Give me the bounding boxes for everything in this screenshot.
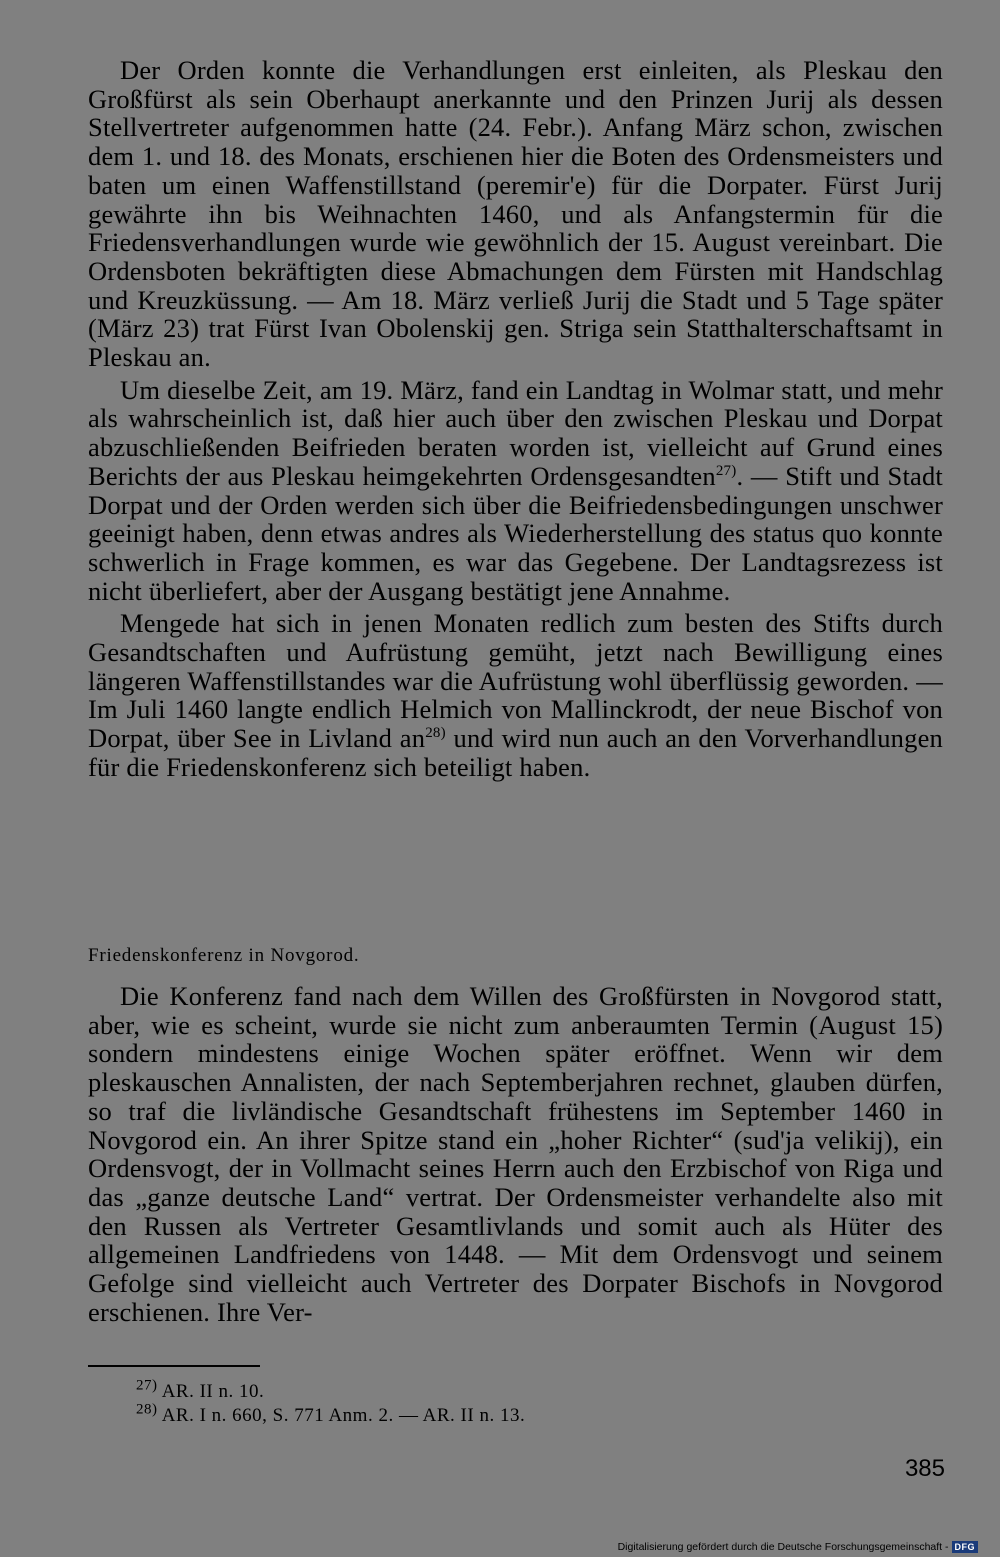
dfg-logo: DFG bbox=[952, 1541, 979, 1553]
footnote-reference: 28) bbox=[425, 725, 446, 742]
footnote-mark: 28) bbox=[136, 1401, 158, 1418]
footnote-mark: 27) bbox=[136, 1377, 158, 1394]
page-number: 385 bbox=[904, 1455, 945, 1482]
section-text-block bbox=[88, 982, 943, 1326]
paragraph: Der Orden konnte die Verhandlungen erst einleiten, als Pleskau den Großfürst als sein Oberhaupt anerkannte und den Prinzen Jurij als dessen Stellvertreter aufgenommen hatte (24. Febr.). Anfang März schon, zwischen dem 1. und 18. des Monats, erschienen hier die Boten des Ordensmeisters und baten um einen Waffenstillstand (peremir'e) für die Dorpater. Fürst Jurij gewährte ihn bis Weihnachten 1460, und als Anfangstermin für die Friedensverhandlungen wurde wie gewöhnlich der 15. August vereinbart. Die Ordensboten bekräftigten diese Abmachungen dem Fürsten mit Handschlag und Kreuzküssung. — Am 18. März verließ Jurij die Stadt und 5 Tage später (März 23) trat Fürst Ivan Obolenskij gen. Striga sein Statthalterschaftsamt in Pleskau an. bbox=[88, 55, 943, 373]
credit-text: Digitalisierung gefördert durch die Deutsche Forschungsgemeinschaft - bbox=[617, 1541, 949, 1553]
footnote-reference: 27) bbox=[715, 463, 737, 480]
footnotes bbox=[136, 1377, 526, 1428]
footnote-text: AR. II n. 10. bbox=[161, 1381, 265, 1402]
main-text-block bbox=[88, 56, 943, 782]
digitization-credit bbox=[618, 1541, 978, 1553]
footnote bbox=[136, 1377, 525, 1404]
footnote-divider bbox=[88, 1365, 260, 1367]
paragraph-text: Um dieselbe Zeit, am 19. März, fand ein Landtag in Wolmar statt, und mehr als wahrscheinlich ist, daß hier auch über den zwischen Pleskau und Dorpat abzuschließenden Beifrieden beraten worden ist, vielleicht auf Grund eines Berichts der aus Pleskau heimgekehrten Ordensgesandten bbox=[88, 374, 943, 491]
paragraph: Die Konferenz fand nach dem Willen des Großfürsten in Novgorod statt, aber, wie es scheint, wurde sie nicht zum anberaumten Termin (August 15) sondern mindestens einige Wochen später eröffnet. Wenn wir dem pleskauschen Annalisten, der nach Septemberjahren rechnet, glauben dürfen, so traf die livländische Gesandtschaft frühestens im September 1460 in Novgorod ein. An ihrer Spitze stand ein „hoher Richter“ (sud'ja velikij), ein Ordensvogt, der in Vollmacht seines Herrn auch den Erzbischof von Riga und das „ganze deutsche Land“ vertrat. Der Ordensmeister verhandelte also mit den Russen als Vertreter Gesamtlivlands und somit auch als Hüter des allgemeinen Landfriedens von 1448. — Mit dem Ordensvogt und seinem Gefolge sind vielleicht auch Vertreter des Dorpater Bischofs in Novgorod erschienen. Ihre Ver- bbox=[88, 981, 943, 1327]
paragraph-text: . — Stift und Stadt Dorpat und der Orden werden sich über die Beifriedensbedingungen unschwer geeinigt haben, denn etwas andres als Wiederherstellung des status quo konnte schwerlich in Frage kommen, es war das Gegebene. Der Landtagsrezess ist nicht überliefert, aber der Ausgang bestätigt jene Annahme. bbox=[88, 460, 943, 606]
footnote bbox=[136, 1401, 526, 1428]
paragraph bbox=[88, 609, 943, 781]
section-heading: Friedenskonferenz in Novgorod. bbox=[88, 945, 360, 966]
footnote-text: AR. I n. 660, S. 771 Anm. 2. — AR. II n. 13. bbox=[161, 1405, 526, 1426]
paragraph-text: Mengede hat sich in jenen Monaten redlich zum besten des Stifts durch Gesandtschaften und Aufrüstung gemüht, jetzt nach Bewilligung eines längeren Waffenstillstandes war die Aufrüstung wohl überflüssig geworden. — Im Juli 1460 langte endlich Helmich von Mallinckrodt, der neue Bischof von Dorpat, über See in Livland an bbox=[88, 608, 943, 754]
paragraph bbox=[88, 376, 943, 606]
paragraph-text: und wird nun auch an den Vorverhandlungen für die Friedenskonferenz sich beteiligt haben. bbox=[88, 723, 943, 782]
